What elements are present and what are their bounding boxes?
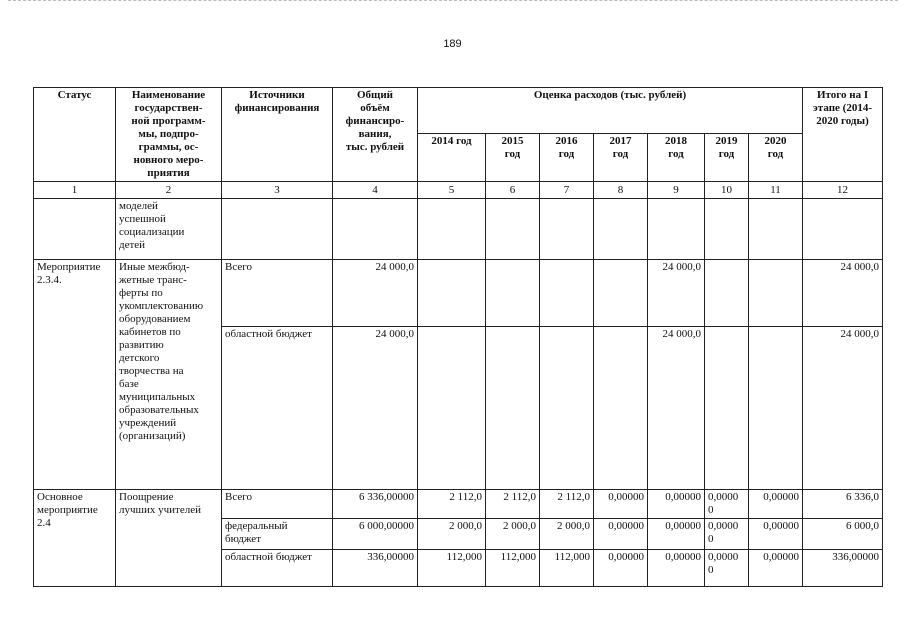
year-2018-cell: 24 000,0 [648,260,705,327]
total-cell: 6 336,00000 [333,490,418,519]
source-cell: федеральный бюджет [222,519,333,550]
year-cell: 112,000 [486,550,540,587]
header-estimate: Оценка расходов (тыс. рублей) [418,88,803,134]
header-year-2014: 2014 год [418,133,486,181]
source-cell: областной бюджет [222,550,333,587]
column-number: 10 [705,182,749,199]
column-number: 5 [418,182,486,199]
total-cell: 24 000,0 [333,260,418,327]
header-stage-total: Итого на I этапе (2014- 2020 годы) [803,88,883,182]
stage-total-cell: 24 000,0 [803,260,883,327]
header-row-1 [34,88,883,134]
total-cell: 24 000,0 [333,327,418,490]
column-number: 1 [34,182,116,199]
source-cell: Всего [222,260,333,327]
stage-total-cell: 24 000,0 [803,327,883,490]
column-number: 8 [594,182,648,199]
header-total: Общий объём финансиро- вания, тыс. рублей [333,88,418,182]
page-number: 189 [443,38,462,50]
year-cell: 0,00000 [594,519,648,550]
header-year-2015: 2015 год [486,133,540,181]
year-cell: 0,00000 [648,550,705,587]
year-cell: 0,00000 [594,550,648,587]
year-cell: 0,00000 [749,550,803,587]
header-year-2018: 2018 год [648,133,705,181]
column-number: 6 [486,182,540,199]
year-cell: 2 000,0 [418,519,486,550]
column-number: 3 [222,182,333,199]
year-cell: 0,00000 [749,519,803,550]
column-number: 4 [333,182,418,199]
year-cell: 0,00000 [648,519,705,550]
year-cell: 2 000,0 [486,519,540,550]
total-cell: 6 000,00000 [333,519,418,550]
source-cell: Всего [222,490,333,519]
year-cell: 2 112,0 [486,490,540,519]
page-top-border [8,0,898,4]
measure-2-4-status: Основное мероприятие 2.4 [34,490,116,587]
year-cell: 2 000,0 [540,519,594,550]
year-cell: 0,0000 0 [705,550,749,587]
continuation-name: моделей успешной социализации детей [116,199,222,260]
stage-total-cell: 6 336,0 [803,490,883,519]
header-name: Наименование государствен- ной программ- мы, подпро- граммы, ос- новного меро- приятия [116,88,222,182]
header-year-2019: 2019 год [705,133,749,181]
year-cell: 2 112,0 [418,490,486,519]
column-number: 9 [648,182,705,199]
header-year-2020: 2020 год [749,133,803,181]
measure-2-4-name: Поощрение лучших учителей [116,490,222,587]
year-cell: 0,0000 0 [705,490,749,519]
year-cell: 0,00000 [749,490,803,519]
table-row-measure-2-4-total [34,490,883,519]
header-year-2017: 2017 год [594,133,648,181]
header-status: Статус [34,88,116,182]
stage-total-cell: 336,00000 [803,550,883,587]
column-number-row [34,182,883,199]
year-cell: 112,000 [540,550,594,587]
year-cell: 2 112,0 [540,490,594,519]
year-cell: 0,0000 0 [705,519,749,550]
year-cell: 0,00000 [594,490,648,519]
column-number: 12 [803,182,883,199]
total-cell: 336,00000 [333,550,418,587]
header-year-2016: 2016 год [540,133,594,181]
budget-table [33,87,883,587]
measure-2-3-4-status: Мероприятие 2.3.4. [34,260,116,490]
table-row-measure-2-3-4-total [34,260,883,327]
header-sources: Источники финансирования [222,88,333,182]
year-2018-cell: 24 000,0 [648,327,705,490]
measure-2-3-4-name: Иные межбюд- жетные транс- ферты по укомплектованию оборудованием кабинетов по развитию детского творчества на базе муниципальных образовательных учреждений (организаций) [116,260,222,490]
year-cell: 112,000 [418,550,486,587]
stage-total-cell: 6 000,0 [803,519,883,550]
column-number: 7 [540,182,594,199]
column-number: 11 [749,182,803,199]
source-cell: областной бюджет [222,327,333,490]
table-row-continuation [34,199,883,260]
column-number: 2 [116,182,222,199]
year-cell: 0,00000 [648,490,705,519]
